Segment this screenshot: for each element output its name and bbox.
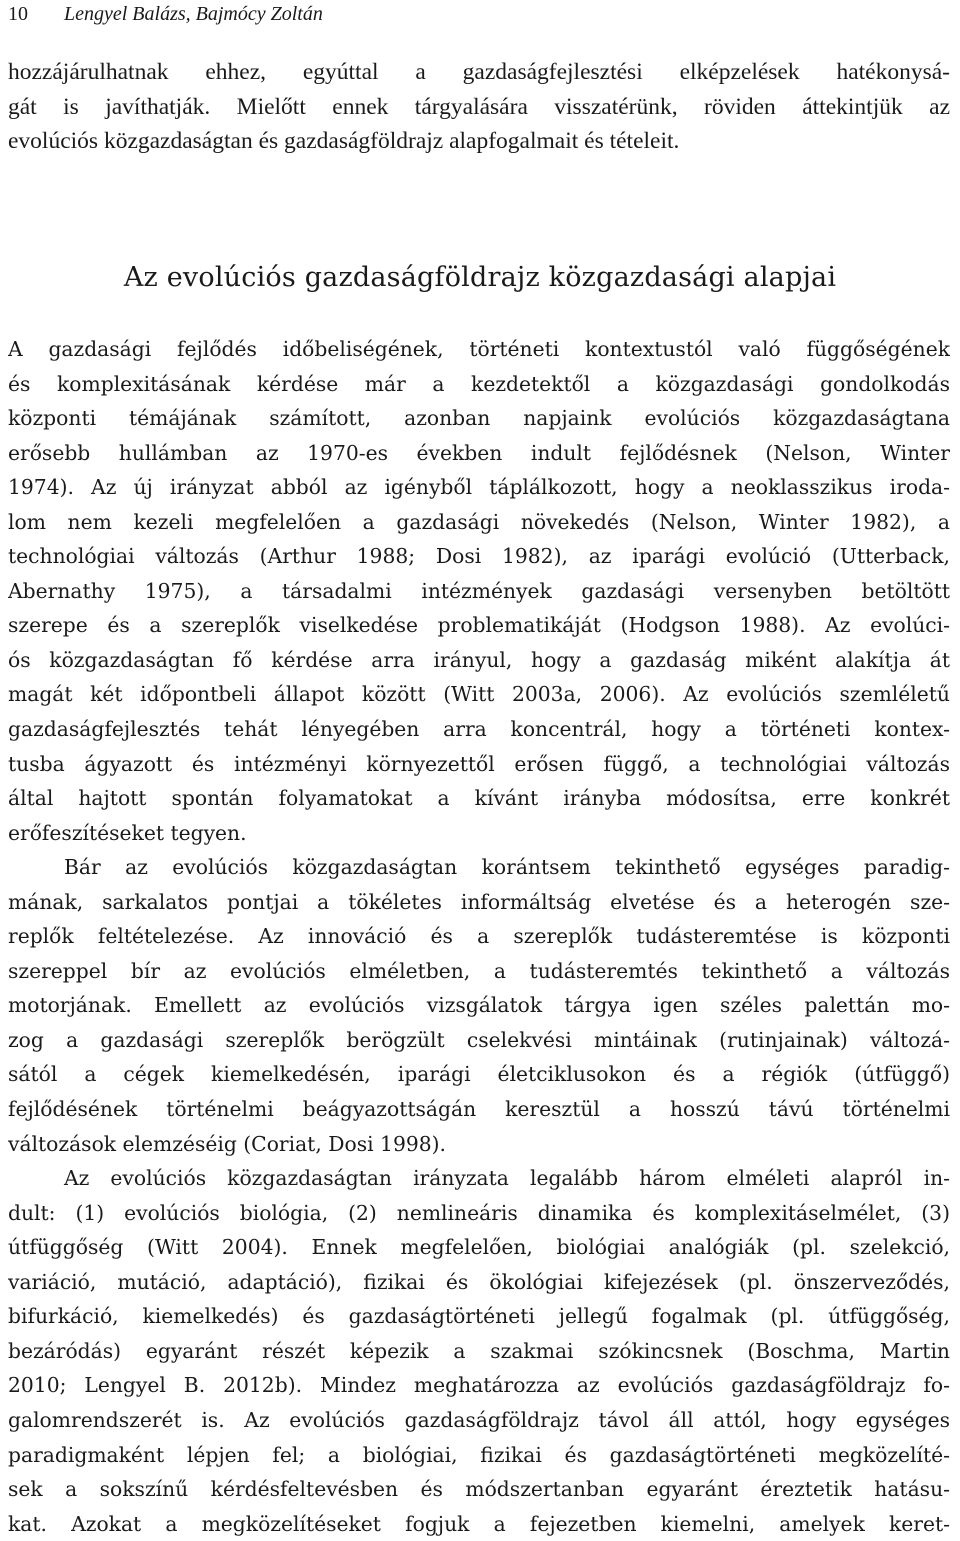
text-line: által hajtott spontán folyamatokat a kívánt irányba módosítsa, erre konkrét <box>8 786 950 811</box>
text-line: sek a sokszínű kérdésfeltevésben és módszertanban egyaránt éreztetik hatásu- <box>8 1477 950 1502</box>
text-line: motorjának. Emellett az evolúciós vizsgálatok tárgya igen széles palettán mo- <box>8 993 950 1018</box>
text-line: lom nem kezeli megfelelően a gazdasági növekedés (Nelson, Winter 1982), a <box>8 509 950 534</box>
text-line: hozzájárulhatnak ehhez, egyúttal a gazdaságfejlesztési elképzelések hatékonysá- <box>8 59 950 85</box>
text-line: A gazdasági fejlődés időbeliségének, történeti kontextustól való függőségének <box>8 337 950 361</box>
text-line: replők feltételezése. Az innováció és a szereplők tudásteremtése is központi <box>8 924 950 949</box>
text-line: Bár az evolúciós közgazdaságtan korántsem tekinthető egységes paradig- <box>64 855 950 880</box>
text-line: dult: (1) evolúciós biológia, (2) nemlineáris dinamika és komplexitáselmélet, (3) <box>8 1200 950 1225</box>
text-line: szereppel bír az evolúciós elméletben, a tudásteremtés tekinthető a változás <box>8 958 950 983</box>
page-number: 10 <box>8 3 28 25</box>
text-line: Abernathy 1975), a társadalmi intézmények gazdasági versenyben betöltött <box>8 578 950 603</box>
section-title: Az evolúciós gazdaságföldrajz közgazdasági alapjai <box>123 262 837 293</box>
text-line: evolúciós közgazdaságtan és gazdaságföldrajz alapfogalmait és tételeit. <box>8 128 680 154</box>
text-line: kat. Azokat a megközelítéseket fogjuk a fejezetben kiemelni, amelyek keret- <box>8 1511 950 1536</box>
text-line: tusba ágyazott és intézményi környezettől erősen függő, a technológiai változás <box>8 751 950 776</box>
text-line: 1974). Az új irányzat abból az igényből táplálkozott, hogy a neoklasszikus iroda- <box>8 475 950 500</box>
text-line: mának, sarkalatos pontjai a tökéletes informáltság elvetése és a heterogén sze- <box>8 889 950 914</box>
text-line: központi témájának számított, azonban napjaink evolúciós közgazdaságtana <box>8 406 950 431</box>
text-line: változások elemzéséig (Coriat, Dosi 1998). <box>8 1131 447 1156</box>
text-line: magát két időpontbeli állapot között (Witt 2003a, 2006). Az evolúciós szemléletű <box>8 682 950 707</box>
text-line: és komplexitásának kérdése már a kezdetektől a közgazdasági gondolkodás <box>8 371 950 396</box>
text-line: 2010; Lengyel B. 2012b). Mindez meghatározza az evolúciós gazdaságföldrajz fo- <box>8 1373 950 1398</box>
intro-paragraph <box>8 55 950 159</box>
text-line: paradigmaként lépjen fel; a biológiai, fizikai és gazdaságtörténeti megközelíté- <box>8 1442 950 1467</box>
text-line: technológiai változás (Arthur 1988; Dosi 1982), az iparági evolúció (Utterback, <box>8 544 950 569</box>
text-line: erőfeszítéseket tegyen. <box>8 820 247 845</box>
text-line: gát is javíthatják. Mielőtt ennek tárgyalására visszatérünk, röviden áttekintjük az <box>8 93 950 120</box>
text-line: ós közgazdaságtan fő kérdése arra irányul, hogy a gazdaság miként alakítja át <box>8 647 950 672</box>
text-line: szerepe és a szereplők viselkedése problematikáját (Hodgson 1988). Az evolúci- <box>8 613 950 638</box>
text-line: bezáródás) egyaránt részét képezik a szakmai szókincsnek (Boschma, Martin <box>8 1338 950 1363</box>
text-line: bifurkáció, kiemelkedés) és gazdaságtörténeti jellegű fogalmak (pl. útfüggőség, <box>8 1304 950 1329</box>
running-header <box>8 0 323 28</box>
text-line: fejlődésének történelmi beágyazottságán keresztül a hosszú távú történelmi <box>8 1097 950 1122</box>
text-line: gazdaságfejlesztés tehát lényegében arra koncentrál, hogy a történeti kontex- <box>8 717 950 742</box>
text-line: sától a cégek kiemelkedésén, iparági életciklusokon és a régiók (útfüggő) <box>8 1062 950 1087</box>
text-line: zog a gazdasági szereplők berögzült cselekvési mintáinak (rutinjainak) változá- <box>8 1027 950 1052</box>
text-line: galomrendszerét is. Az evolúciós gazdaságföldrajz távol áll attól, hogy egységes <box>8 1407 950 1432</box>
running-head-authors: Lengyel Balázs, Bajmócy Zoltán <box>64 3 323 25</box>
text-line: útfüggőség (Witt 2004). Ennek megfelelően, biológiai analógiák (pl. szelekció, <box>8 1235 950 1260</box>
text-line: erősebb hullámban az 1970-es években indult fejlődésnek (Nelson, Winter <box>8 440 950 465</box>
section-body <box>8 332 950 1541</box>
text-line: variáció, mutáció, adaptáció), fizikai és ökológiai kifejezések (pl. önszerveződés, <box>8 1269 950 1294</box>
text-line: Az evolúciós közgazdaságtan irányzata legalább három elméleti alapról in- <box>64 1166 950 1191</box>
